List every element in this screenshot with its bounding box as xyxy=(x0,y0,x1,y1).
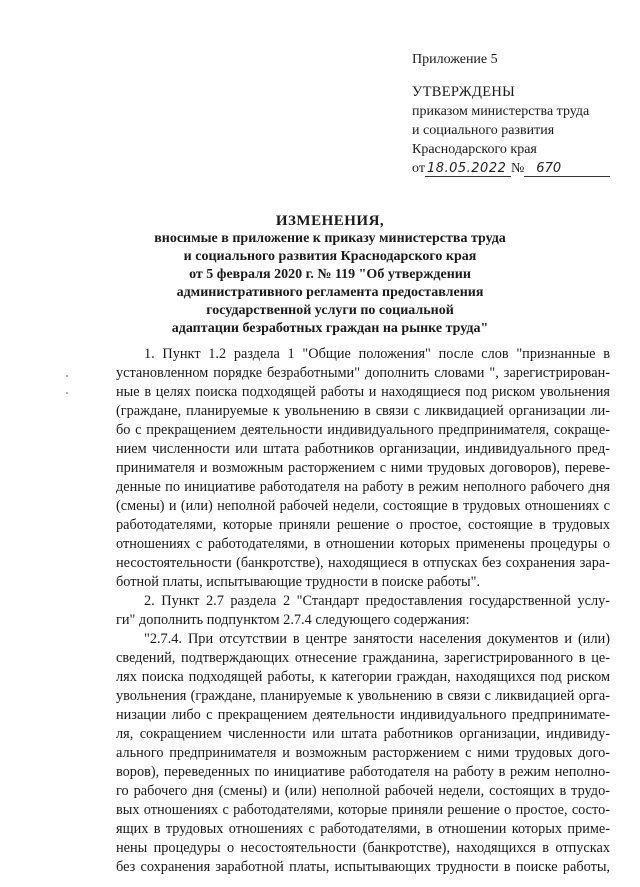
body-line: ные в целях поиска подходящей работы и находящиеся под риском увольнения xyxy=(116,384,610,400)
approval-line: и социального развития xyxy=(412,123,555,138)
scan-speck xyxy=(66,392,68,394)
appendix-label: Приложение 5 xyxy=(412,52,498,67)
title-heading: ИЗМЕНЕНИЯ, xyxy=(275,213,385,229)
body-line: ботной платы, испытывающие трудности в поиске работы". xyxy=(116,574,481,590)
body-line: нием численности или штата работников организации, индивидуального пред- xyxy=(116,441,610,457)
body-line: увольнения (граждане, планируемые к увольнению в связи с ликвидацией орга- xyxy=(116,688,610,704)
title-line: и социального развития Краснодарского края xyxy=(183,249,477,264)
body-line: отношениях с работодателями, в отношении которых применены процедуры о xyxy=(116,536,610,552)
body-line: установленном порядке безработными" дополнить словами ", зарегистрирован- xyxy=(116,365,610,381)
body-line: без сохранения заработной платы, испытывающих трудности в поиске работы, xyxy=(116,859,610,875)
body-line: (граждане, планируемые к увольнению в связи с ликвидацией организации ли- xyxy=(116,403,610,419)
scan-speck xyxy=(66,375,68,377)
approval-line: Краснодарского края xyxy=(412,142,537,157)
handwritten-date: 18.05.2022 xyxy=(425,162,511,177)
body-line: (смены) и (или) неполной рабочей недели, состоящие в трудовых отношениях с xyxy=(116,498,610,514)
order-date-number xyxy=(412,159,622,178)
title-line: вносимые в приложение к приказу министерства труда xyxy=(154,231,506,246)
body-line: 2. Пункт 2.7 раздела 2 "Стандарт предоставления государственной услу- xyxy=(144,593,610,609)
body-line: "2.7.4. При отсутствии в центре занятости населения документов и (или) xyxy=(144,631,610,647)
approval-line: приказом министерства труда xyxy=(412,104,590,119)
body-line: вых отношениях с работодателями, которые приняли решение о простое, состо- xyxy=(116,802,610,818)
title-line: от 5 февраля 2020 г. № 119 "Об утверждении xyxy=(189,267,471,282)
body-line: го рабочего дня (смены) и (или) неполной рабочей недели, состоящих в трудо- xyxy=(116,783,610,799)
body-line: принимателя и возможным расторжением с ними трудовых договоров), переве- xyxy=(116,460,610,476)
body-line: ля, сокращением численности или штата работников организации, индивиду- xyxy=(116,726,610,742)
body-line: ального предпринимателя и возможным расторжением с ними трудовых дого- xyxy=(116,745,610,761)
body-line: ящих в трудовых отношениях с работодателями, в отношении которых приме- xyxy=(116,821,610,837)
approved-heading: УТВЕРЖДЕНЫ xyxy=(412,84,516,100)
handwritten-number: 670 xyxy=(524,162,610,177)
body-line: несостоятельности (банкротстве), находящиеся в отпусках без сохранения зара- xyxy=(116,555,610,571)
body-line: денные по инициативе работодателя на работу в режим неполного рабочего дня xyxy=(116,479,610,495)
body-line: воров), переведенных по инициативе работодателя на работу в режим неполно- xyxy=(116,764,610,780)
body-line: нены процедуры о несостоятельности (банкротстве), находящихся в отпусках xyxy=(116,840,610,856)
body-line: сведений, подтверждающих отнесение гражданина, зарегистрированного в це- xyxy=(116,650,610,666)
body-line: бо с прекращением деятельности индивидуального предпринимателя, сокраще- xyxy=(116,422,610,438)
title-line: административного регламента предоставления xyxy=(176,285,484,300)
title-line: государственной услуги по социальной xyxy=(206,303,454,318)
document-title xyxy=(120,212,540,338)
body-line: 1. Пункт 1.2 раздела 1 "Общие положения" после слов "признанные в xyxy=(144,346,610,362)
body-line: ги" дополнить подпунктом 2.7.4 следующего содержания: xyxy=(116,612,470,628)
body-line: низации либо с прекращением деятельности индивидуального предпринимате- xyxy=(116,707,610,723)
title-line: адаптации безработных граждан на рынке труда" xyxy=(171,321,489,336)
document-body xyxy=(116,345,610,877)
from-label: от xyxy=(412,161,425,176)
body-line: работодателями, которые приняли решение о простое, состоящие в трудовых xyxy=(116,517,610,533)
approval-block xyxy=(412,50,622,178)
body-line: лях поиска подходящей работы, к категории граждан, находящихся под риском xyxy=(116,669,610,685)
number-label: № xyxy=(510,161,525,176)
